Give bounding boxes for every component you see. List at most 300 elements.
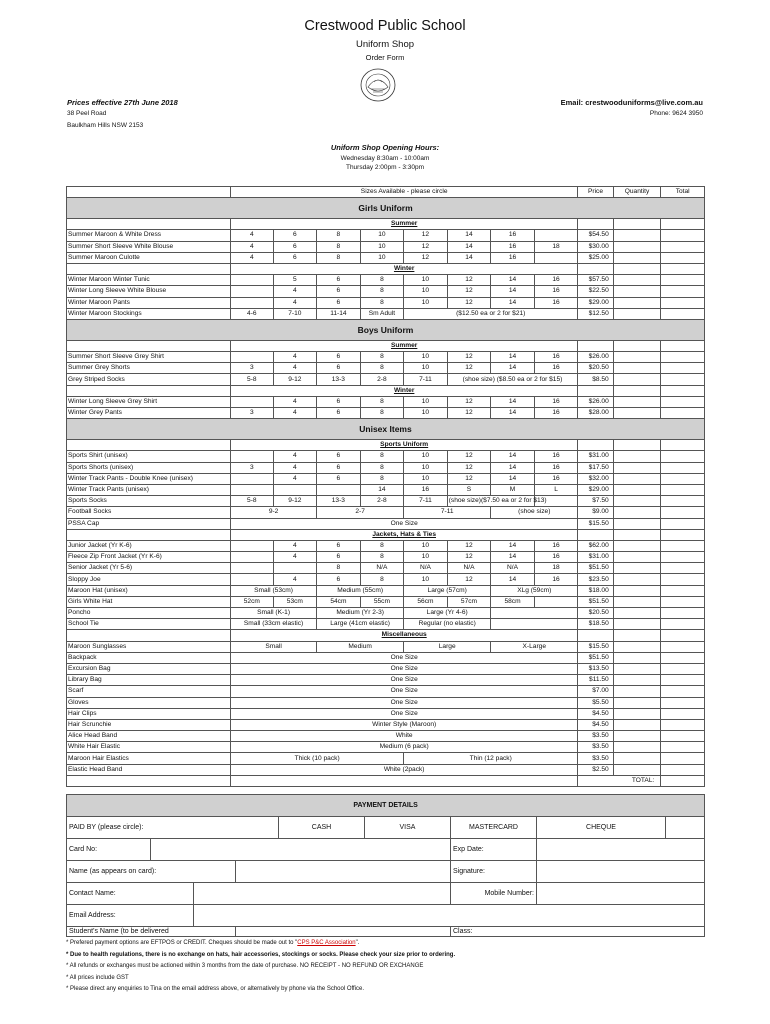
total-field[interactable] bbox=[661, 675, 705, 686]
size-option[interactable]: 12 bbox=[447, 408, 491, 419]
total-field[interactable] bbox=[661, 518, 705, 529]
size-option[interactable]: 57cm bbox=[447, 596, 491, 607]
size-option[interactable]: 7-10 bbox=[273, 308, 317, 319]
total-field[interactable] bbox=[661, 297, 705, 308]
total-field[interactable] bbox=[661, 352, 705, 363]
size-option[interactable]: 16 bbox=[534, 352, 578, 363]
size-option[interactable]: 10 bbox=[404, 408, 448, 419]
size-option[interactable]: 16 bbox=[534, 462, 578, 473]
size-option[interactable]: 53cm bbox=[273, 596, 317, 607]
size-option[interactable]: 16 bbox=[534, 286, 578, 297]
size-option[interactable]: 10 bbox=[404, 473, 448, 484]
size-option[interactable]: Sm Adult bbox=[360, 308, 404, 319]
total-field[interactable] bbox=[661, 619, 705, 630]
size-option[interactable]: 16 bbox=[534, 396, 578, 407]
size-option[interactable]: 4 bbox=[273, 396, 317, 407]
size-option[interactable]: 6 bbox=[317, 363, 361, 374]
mobile-number-field[interactable] bbox=[537, 883, 705, 905]
quantity-field[interactable] bbox=[613, 363, 661, 374]
size-option[interactable]: 16 bbox=[534, 473, 578, 484]
size-option[interactable] bbox=[231, 484, 274, 495]
size-option[interactable]: 14 bbox=[491, 451, 535, 462]
size-option[interactable]: 4 bbox=[273, 462, 317, 473]
size-option[interactable]: 7-11 bbox=[404, 374, 448, 385]
quantity-field[interactable] bbox=[613, 275, 661, 286]
quantity-field[interactable] bbox=[613, 462, 661, 473]
size-option[interactable]: 14 bbox=[491, 540, 535, 551]
quantity-field[interactable] bbox=[613, 697, 661, 708]
size-option[interactable]: 3 bbox=[231, 462, 274, 473]
size-option[interactable]: 4 bbox=[273, 352, 317, 363]
size-option[interactable]: 14 bbox=[491, 552, 535, 563]
size-option[interactable]: 8 bbox=[360, 363, 404, 374]
size-option[interactable]: 13-3 bbox=[317, 374, 361, 385]
size-option[interactable]: 10 bbox=[404, 552, 448, 563]
total-field[interactable] bbox=[661, 731, 705, 742]
student-name-field[interactable] bbox=[236, 927, 451, 937]
size-option[interactable]: Medium (Yr 2-3) bbox=[317, 608, 404, 619]
size-option[interactable]: 4 bbox=[273, 297, 317, 308]
size-option[interactable] bbox=[273, 484, 317, 495]
size-option[interactable] bbox=[491, 619, 578, 630]
quantity-field[interactable] bbox=[613, 563, 661, 574]
total-field[interactable] bbox=[661, 596, 705, 607]
size-option[interactable]: 2-7 bbox=[317, 507, 404, 518]
size-option[interactable]: 4 bbox=[231, 241, 274, 252]
size-option[interactable]: Thick (10 pack) bbox=[231, 753, 404, 764]
size-option[interactable]: 6 bbox=[317, 473, 361, 484]
size-option[interactable]: 14 bbox=[491, 574, 535, 585]
size-option[interactable]: 6 bbox=[273, 252, 317, 263]
size-option[interactable]: 8 bbox=[360, 286, 404, 297]
size-option[interactable]: 14 bbox=[447, 252, 491, 263]
size-option[interactable]: 55cm bbox=[360, 596, 404, 607]
quantity-field[interactable] bbox=[613, 297, 661, 308]
size-option[interactable]: 10 bbox=[404, 352, 448, 363]
size-option[interactable]: 14 bbox=[491, 275, 535, 286]
size-option[interactable]: 6 bbox=[317, 540, 361, 551]
total-field[interactable] bbox=[661, 462, 705, 473]
quantity-field[interactable] bbox=[613, 552, 661, 563]
size-option[interactable]: Small (33cm elastic) bbox=[231, 619, 317, 630]
size-option[interactable]: 5-8 bbox=[231, 496, 274, 507]
quantity-field[interactable] bbox=[613, 507, 661, 518]
pay-cash-option[interactable]: CASH bbox=[279, 817, 365, 839]
size-option[interactable]: 10 bbox=[404, 451, 448, 462]
size-option[interactable]: 4 bbox=[273, 574, 317, 585]
size-option[interactable]: 6 bbox=[317, 451, 361, 462]
grand-total-field[interactable] bbox=[661, 775, 705, 786]
size-option[interactable]: 8 bbox=[360, 473, 404, 484]
size-option[interactable]: 11-14 bbox=[317, 308, 361, 319]
size-option[interactable]: One Size bbox=[231, 652, 578, 663]
quantity-field[interactable] bbox=[613, 764, 661, 775]
quantity-field[interactable] bbox=[613, 374, 661, 385]
pay-cheque-option[interactable]: CHEQUE bbox=[537, 817, 666, 839]
quantity-field[interactable] bbox=[613, 286, 661, 297]
size-option[interactable]: 12 bbox=[447, 396, 491, 407]
size-option[interactable]: 16 bbox=[404, 484, 448, 495]
size-option[interactable]: 4 bbox=[273, 286, 317, 297]
total-field[interactable] bbox=[661, 652, 705, 663]
quantity-field[interactable] bbox=[613, 540, 661, 551]
size-option[interactable]: 6 bbox=[317, 408, 361, 419]
size-option[interactable]: 7-11 bbox=[404, 496, 448, 507]
size-option[interactable]: 10 bbox=[360, 252, 404, 263]
quantity-field[interactable] bbox=[613, 352, 661, 363]
email-address-field[interactable] bbox=[194, 905, 705, 927]
size-option[interactable]: Medium (55cm) bbox=[317, 585, 404, 596]
size-option[interactable]: 6 bbox=[317, 275, 361, 286]
total-field[interactable] bbox=[661, 473, 705, 484]
size-option[interactable]: 16 bbox=[534, 297, 578, 308]
total-field[interactable] bbox=[661, 764, 705, 775]
size-option[interactable]: 4 bbox=[273, 408, 317, 419]
size-option[interactable]: 8 bbox=[317, 230, 361, 241]
size-option[interactable]: 4 bbox=[273, 540, 317, 551]
size-option[interactable]: 12 bbox=[447, 286, 491, 297]
quantity-field[interactable] bbox=[613, 408, 661, 419]
size-option[interactable]: Large bbox=[404, 641, 491, 652]
size-option[interactable]: 16 bbox=[534, 552, 578, 563]
size-option[interactable]: 12 bbox=[404, 241, 448, 252]
size-option[interactable] bbox=[231, 451, 274, 462]
size-option[interactable]: One Size bbox=[231, 686, 578, 697]
size-option[interactable]: 6 bbox=[317, 574, 361, 585]
total-field[interactable] bbox=[661, 496, 705, 507]
size-option[interactable]: 14 bbox=[491, 363, 535, 374]
quantity-field[interactable] bbox=[613, 484, 661, 495]
size-option[interactable]: 16 bbox=[534, 275, 578, 286]
name-on-card-field[interactable] bbox=[236, 861, 451, 883]
size-option[interactable]: 12 bbox=[447, 574, 491, 585]
size-option[interactable] bbox=[317, 484, 361, 495]
total-field[interactable] bbox=[661, 252, 705, 263]
quantity-field[interactable] bbox=[613, 619, 661, 630]
quantity-field[interactable] bbox=[613, 675, 661, 686]
quantity-field[interactable] bbox=[613, 574, 661, 585]
size-option[interactable]: 8 bbox=[360, 297, 404, 308]
total-field[interactable] bbox=[661, 507, 705, 518]
size-option[interactable]: 8 bbox=[360, 451, 404, 462]
size-option[interactable]: 8 bbox=[317, 252, 361, 263]
size-option[interactable]: 16 bbox=[491, 252, 535, 263]
total-field[interactable] bbox=[661, 719, 705, 730]
quantity-field[interactable] bbox=[613, 719, 661, 730]
size-option[interactable]: 8 bbox=[360, 396, 404, 407]
total-field[interactable] bbox=[661, 484, 705, 495]
size-option[interactable]: One Size bbox=[231, 663, 578, 674]
size-option[interactable]: (shoe size) bbox=[491, 507, 578, 518]
size-option[interactable]: 8 bbox=[360, 540, 404, 551]
quantity-field[interactable] bbox=[613, 241, 661, 252]
size-option[interactable]: 8 bbox=[360, 352, 404, 363]
size-option[interactable]: One Size bbox=[231, 708, 578, 719]
association-link[interactable]: CPS P&C Association bbox=[297, 940, 356, 946]
size-option[interactable]: 12 bbox=[447, 540, 491, 551]
size-option[interactable]: M bbox=[491, 484, 535, 495]
size-option[interactable]: 12 bbox=[447, 363, 491, 374]
total-field[interactable] bbox=[661, 663, 705, 674]
size-option[interactable]: N/A bbox=[491, 563, 535, 574]
size-option[interactable]: 6 bbox=[317, 352, 361, 363]
quantity-field[interactable] bbox=[613, 596, 661, 607]
size-option[interactable]: 18 bbox=[534, 241, 578, 252]
quantity-field[interactable] bbox=[613, 585, 661, 596]
item-name: Fleece Zip Front Jacket (Yr K-6) bbox=[67, 552, 231, 563]
item-name: Gloves bbox=[67, 697, 231, 708]
size-option[interactable]: 52cm bbox=[231, 596, 274, 607]
size-option[interactable]: N/A bbox=[360, 563, 404, 574]
size-option[interactable]: 54cm bbox=[317, 596, 361, 607]
size-option[interactable]: 12 bbox=[447, 473, 491, 484]
size-option[interactable]: 12 bbox=[447, 352, 491, 363]
total-field[interactable] bbox=[661, 742, 705, 753]
total-field[interactable] bbox=[661, 241, 705, 252]
size-option[interactable]: 10 bbox=[360, 241, 404, 252]
size-option[interactable]: 14 bbox=[491, 352, 535, 363]
quantity-field[interactable] bbox=[613, 308, 661, 319]
size-option[interactable]: 10 bbox=[404, 396, 448, 407]
size-option[interactable]: XLg (59cm) bbox=[491, 585, 578, 596]
item-name: Excursion Bag bbox=[67, 663, 231, 674]
quantity-field[interactable] bbox=[613, 641, 661, 652]
quantity-field[interactable] bbox=[613, 252, 661, 263]
size-option[interactable]: 6 bbox=[317, 297, 361, 308]
size-option[interactable]: 14 bbox=[491, 297, 535, 308]
size-option[interactable]: ($12.50 ea or 2 for $21) bbox=[404, 308, 578, 319]
total-field[interactable] bbox=[661, 374, 705, 385]
size-option[interactable]: 3 bbox=[231, 363, 274, 374]
quantity-field[interactable] bbox=[613, 663, 661, 674]
signature-field[interactable] bbox=[537, 861, 705, 883]
size-option[interactable]: Regular (no elastic) bbox=[404, 619, 491, 630]
size-option[interactable]: 9-12 bbox=[273, 496, 317, 507]
quantity-field[interactable] bbox=[613, 518, 661, 529]
size-option[interactable]: Small (K-1) bbox=[231, 608, 317, 619]
opening-hours-wed: Wednesday 8:30am - 10:00am bbox=[340, 155, 430, 162]
size-option[interactable]: S bbox=[447, 484, 491, 495]
size-option[interactable]: 16 bbox=[534, 540, 578, 551]
pay-visa-option[interactable]: VISA bbox=[365, 817, 451, 839]
size-option[interactable]: 14 bbox=[491, 396, 535, 407]
size-option[interactable]: One Size bbox=[231, 675, 578, 686]
size-option[interactable]: 8 bbox=[360, 408, 404, 419]
size-option[interactable]: 10 bbox=[404, 462, 448, 473]
size-option[interactable]: 56cm bbox=[404, 596, 448, 607]
size-option[interactable]: 16 bbox=[491, 241, 535, 252]
size-option[interactable] bbox=[231, 286, 274, 297]
size-option[interactable]: 14 bbox=[491, 408, 535, 419]
total-field[interactable] bbox=[661, 286, 705, 297]
size-option[interactable]: 6 bbox=[273, 241, 317, 252]
size-option[interactable] bbox=[273, 563, 317, 574]
size-option[interactable] bbox=[231, 563, 274, 574]
size-option[interactable]: 16 bbox=[534, 408, 578, 419]
size-option[interactable]: 8 bbox=[317, 241, 361, 252]
size-option[interactable]: 10 bbox=[360, 230, 404, 241]
total-field[interactable] bbox=[661, 451, 705, 462]
size-option[interactable] bbox=[231, 540, 274, 551]
size-option[interactable]: 6 bbox=[317, 396, 361, 407]
size-option[interactable] bbox=[231, 275, 274, 286]
total-field[interactable] bbox=[661, 708, 705, 719]
total-field[interactable] bbox=[661, 363, 705, 374]
size-option[interactable]: 58cm bbox=[491, 596, 535, 607]
size-option[interactable]: Medium (6 pack) bbox=[231, 742, 578, 753]
size-option[interactable]: Winter Style (Maroon) bbox=[231, 719, 578, 730]
size-option[interactable]: 12 bbox=[447, 297, 491, 308]
size-option[interactable]: 6 bbox=[273, 230, 317, 241]
pay-mastercard-option[interactable]: MASTERCARD bbox=[451, 817, 537, 839]
size-option[interactable] bbox=[231, 352, 274, 363]
section-heading: Boys Uniform bbox=[67, 319, 705, 340]
size-option[interactable] bbox=[534, 230, 578, 241]
size-option[interactable]: 16 bbox=[534, 363, 578, 374]
contact-name-field[interactable] bbox=[194, 883, 451, 905]
size-option[interactable] bbox=[231, 574, 274, 585]
size-option[interactable]: L bbox=[534, 484, 578, 495]
size-option[interactable]: Large (Yr 4-6) bbox=[404, 608, 491, 619]
size-option[interactable]: 16 bbox=[534, 451, 578, 462]
total-field[interactable] bbox=[661, 641, 705, 652]
size-option[interactable]: 12 bbox=[404, 252, 448, 263]
size-option[interactable]: 4 bbox=[231, 230, 274, 241]
size-option[interactable]: 2-8 bbox=[360, 374, 404, 385]
total-field[interactable] bbox=[661, 230, 705, 241]
size-option[interactable]: Small bbox=[231, 641, 317, 652]
size-option[interactable] bbox=[231, 297, 274, 308]
total-field[interactable] bbox=[661, 686, 705, 697]
size-option[interactable] bbox=[231, 396, 274, 407]
quantity-field[interactable] bbox=[613, 731, 661, 742]
size-option[interactable]: 4 bbox=[273, 552, 317, 563]
size-option[interactable]: 12 bbox=[404, 230, 448, 241]
item-name: Winter Long Sleeve White Blouse bbox=[67, 286, 231, 297]
quantity-field[interactable] bbox=[613, 473, 661, 484]
size-option[interactable] bbox=[231, 552, 274, 563]
size-option[interactable]: (shoe size) ($8.50 ea or 2 for $15) bbox=[447, 374, 578, 385]
size-option[interactable]: N/A bbox=[404, 563, 448, 574]
quantity-field[interactable] bbox=[613, 652, 661, 663]
size-option[interactable]: 10 bbox=[404, 286, 448, 297]
size-option[interactable]: 10 bbox=[404, 363, 448, 374]
size-option[interactable]: Thin (12 pack) bbox=[404, 753, 578, 764]
size-option[interactable]: 12 bbox=[447, 462, 491, 473]
size-option[interactable]: 7-11 bbox=[404, 507, 491, 518]
size-option[interactable]: X-Large bbox=[491, 641, 578, 652]
size-option[interactable]: 14 bbox=[447, 241, 491, 252]
size-option[interactable]: 10 bbox=[404, 297, 448, 308]
total-field[interactable] bbox=[661, 552, 705, 563]
size-option[interactable]: One Size bbox=[231, 697, 578, 708]
total-field[interactable] bbox=[661, 697, 705, 708]
size-option[interactable] bbox=[534, 596, 578, 607]
size-option[interactable]: 8 bbox=[360, 574, 404, 585]
size-option[interactable]: 6 bbox=[317, 286, 361, 297]
size-option[interactable]: White (2pack) bbox=[231, 764, 578, 775]
quantity-field[interactable] bbox=[613, 451, 661, 462]
size-option[interactable]: N/A bbox=[447, 563, 491, 574]
quantity-field[interactable] bbox=[613, 496, 661, 507]
quantity-field[interactable] bbox=[613, 753, 661, 764]
total-field[interactable] bbox=[661, 608, 705, 619]
size-option[interactable]: White bbox=[231, 731, 578, 742]
size-option[interactable]: 4 bbox=[273, 473, 317, 484]
size-option[interactable]: Small (53cm) bbox=[231, 585, 317, 596]
size-option[interactable]: One Size bbox=[231, 518, 578, 529]
size-option[interactable]: Large (57cm) bbox=[404, 585, 491, 596]
size-option[interactable]: 18 bbox=[534, 563, 578, 574]
size-option[interactable]: 4 bbox=[273, 363, 317, 374]
exp-date-field[interactable] bbox=[537, 839, 705, 861]
total-field[interactable] bbox=[661, 308, 705, 319]
size-option[interactable]: 4 bbox=[273, 451, 317, 462]
total-field[interactable] bbox=[661, 275, 705, 286]
size-option[interactable]: 5 bbox=[273, 275, 317, 286]
size-option[interactable]: 4-6 bbox=[231, 308, 274, 319]
card-no-field[interactable] bbox=[151, 839, 451, 861]
size-option[interactable]: 8 bbox=[317, 563, 361, 574]
quantity-field[interactable] bbox=[613, 396, 661, 407]
size-option[interactable]: 16 bbox=[491, 230, 535, 241]
quantity-field[interactable] bbox=[613, 708, 661, 719]
quantity-field[interactable] bbox=[613, 230, 661, 241]
size-option[interactable]: 10 bbox=[404, 540, 448, 551]
size-option[interactable]: 14 bbox=[491, 473, 535, 484]
size-option[interactable]: 10 bbox=[404, 275, 448, 286]
total-field[interactable] bbox=[661, 563, 705, 574]
size-option[interactable]: 3 bbox=[231, 408, 274, 419]
quantity-field[interactable] bbox=[613, 686, 661, 697]
size-option[interactable] bbox=[534, 252, 578, 263]
size-option[interactable]: Medium bbox=[317, 641, 404, 652]
size-option[interactable]: 5-8 bbox=[231, 374, 274, 385]
size-option[interactable]: 8 bbox=[360, 462, 404, 473]
size-option[interactable]: 12 bbox=[447, 275, 491, 286]
total-field[interactable] bbox=[661, 540, 705, 551]
size-option[interactable]: 8 bbox=[360, 275, 404, 286]
total-field[interactable] bbox=[661, 408, 705, 419]
size-option[interactable]: 2-8 bbox=[360, 496, 404, 507]
size-option[interactable]: 8 bbox=[360, 552, 404, 563]
total-field[interactable] bbox=[661, 585, 705, 596]
size-option[interactable]: 6 bbox=[317, 552, 361, 563]
quantity-field[interactable] bbox=[613, 608, 661, 619]
quantity-field[interactable] bbox=[613, 742, 661, 753]
total-field[interactable] bbox=[661, 574, 705, 585]
size-option[interactable]: (shoe size)($7.50 ea or 2 for $13) bbox=[447, 496, 534, 507]
size-option[interactable]: 14 bbox=[491, 286, 535, 297]
size-option[interactable]: 6 bbox=[317, 462, 361, 473]
size-option[interactable]: 9-12 bbox=[273, 374, 317, 385]
size-option[interactable]: 13-3 bbox=[317, 496, 361, 507]
size-option[interactable]: 14 bbox=[447, 230, 491, 241]
total-field[interactable] bbox=[661, 753, 705, 764]
size-option[interactable] bbox=[491, 608, 578, 619]
total-field[interactable] bbox=[661, 396, 705, 407]
size-option[interactable]: 14 bbox=[491, 462, 535, 473]
size-option[interactable]: 14 bbox=[360, 484, 404, 495]
size-option[interactable]: 12 bbox=[447, 552, 491, 563]
size-option[interactable]: 12 bbox=[447, 451, 491, 462]
size-option[interactable]: Large (41cm elastic) bbox=[317, 619, 404, 630]
size-option[interactable]: 9-2 bbox=[231, 507, 317, 518]
size-option[interactable]: 16 bbox=[534, 574, 578, 585]
size-option[interactable]: 4 bbox=[231, 252, 274, 263]
size-option[interactable]: 10 bbox=[404, 574, 448, 585]
size-option[interactable] bbox=[231, 473, 274, 484]
